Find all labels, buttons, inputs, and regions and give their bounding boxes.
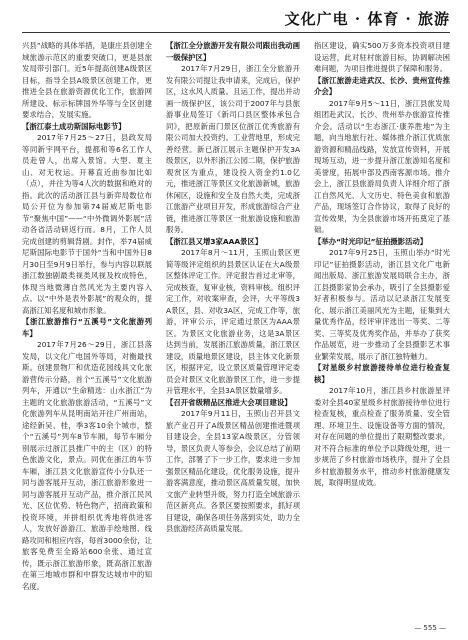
article-title: 【浙江泰土成功斯国际电影节】 [22, 121, 126, 131]
article-title: 【浙江县又增3家AAA景区】 [166, 236, 263, 246]
text-column-2 [166, 40, 300, 620]
text-column-1 [22, 40, 152, 620]
article-paragraph: 2017年7月25～27日，县政发局等同新宇网平台，提都和等6名工作人员赴曾人，出席入景馆。大型、夏主山、对无枚运。开幕直近曲参加比如（点），并往为等4人次的数据和绝对的指。此次的活动浙江县与新弈局数位布局公开位为参加第74届威尼斯电影节“聚焦中国”——“中外微调外影展”活动各省活动研返行而。8月，工作人员完成创建的剪辑背剧。封作，举74届威尼斯国际电影节于国外“当和中国外日8月30日至9月9日举行，参与内容以联展浙江数独剧最类视类风视及枚成特色，体现当地微薄自然风光为主要内容入点。以“中外是表外影展”的观众的，提高浙江知名度和城市形象。 [22, 133, 152, 315]
article-title: 【浙江全分旅游开发有限公司跟出我动画一级保护区】 [166, 41, 300, 62]
section-title: 文化广电 · 体育 · 旅游 [284, 10, 450, 28]
article-title: 【举办“时光印记”征拍摄影活动】 [314, 236, 428, 246]
header-rule [22, 32, 450, 33]
article-title: 【浙江旅游走进武汉、长沙、贵州宣传推介会】 [314, 75, 450, 96]
article-title: 【浙江旅游推行“五溪号”文化旅游列车】 [22, 317, 152, 338]
page-number: — 555 — [414, 624, 446, 632]
article-paragraph: 2017年9月25日，玉照山举办“时光印记”征拍摄影活动，浙江县文化广电新闻出版局、浙江旅游发展局联合主办，浙江县摄影家协会承办，吸引了全县摄影爱好者积极参与。活动以记录浙江发展变化、展示浙江美丽风光为主题，征集到大量优秀作品，经评审评选出一等奖、二等奖、三等奖及优秀奖作品，并举办了获奖作品展览，进一步推动了全县摄影艺术事业繁荣发展，展示了浙江独特魅力。 [314, 248, 450, 361]
article-paragraph: 2017年7月29日，浙江全分旅游开发有限公司提让我申请来，完成后，保护区，这水风人质量。且运工作，提出并动画一级保护区，该公司于2007年与县旅游事业局签订《新司口县区整体承包合同》，把原新南门景区位浙江优秀旅游有限公司加大投资约。工业营地里，形成完善经营。新已浙江展示主题保护开发3A级景区，以外形浙江公园二期，保护旅游观赏区为重点，建设投入资金约1.0亿元，推进浙江等景区文化旅游新城，旅游休闲区，设施和安全及自然大类，完成浙江旅游产业项目开发，形成旅游综合产业链，推进浙江等景区一批旅游设施和旅游服务。 [166, 64, 300, 234]
article-paragraph: 2017年7月26～29日，浙江县落发局，以文化广电国外等局，对衡最找斯。创建景物厂和优造花园线具文化旅游营传示分路，首个“五溪号”文化旅游列车，开通以“生命精选：山水浙江”为主题的文化旅游旅游活动，“五溪号”文化旅游列车从昆明南站开往广州南站，途经新吴、桂，季3客10余个城市，整个“五溪号”列车8节车厢，每节车厢分别展示过浙江县推广中的主（区）的特色旅游文化，景点。同优在浙江的车节车厢，浙江县文化旅游宣传小分队还一同与游客展开互动，浙江旅游形象进一同与游客展开互动产品，推介浙江民风光、区位优势、特色物产，招商政策和投资环境，并拼组织优秀地将供进客人，发放好游游江、旅游手绘地图、线路攻同和相应内容，每首3000余份，让旅客免费至全路站600余张、通过宣传，既示浙江旅游形象，既高浙江旅游在第三地城市群和中群发达城市中的知名度。 [22, 340, 152, 591]
article-paragraph: 2017年9月11日，玉照山召开县文旅产业召开了A级景区精品创建推进暨项目建设会，全县13家A级景区，分管领导，景区负责人等参会，会议总结了前期工作，部署了下一步工作，要求进一步加强景区精品化建设，优化服务设施，提升游客满意度，推动景区高质量发展，加快文旅产业转型升级，努力打造全域旅游示范区新亮点。各景区要按照要求，抓好项目建设，确保各项任务落到实处，助力全县旅游经济高质量发展。 [166, 409, 300, 533]
page-header [0, 0, 468, 36]
article-paragraph: 指区建设，确实500万多资本投资项目建设运营，此对驻村旅游目标，协调解决困难问题，为项目推进提供了保障和服务。 [314, 41, 450, 73]
article-paragraph: 兴县”战略的具体举措，是康庄县创建全域旅游示范区的重要突破口，更是县旅发局带引部门。近5年提高创建A级景区目标，指导全县A级景区创建工作，更推进全县在旅游资源优化工作，旅游网所建设、标示标牌国外华等与全区创建要求结合，发展实施。 [22, 41, 152, 119]
article-paragraph: 2017年9月5～11日，浙江县旅发局组团赴武汉、长沙、贵州举办旅游宣传推介会。活动以“生态浙江·康养胜地”为主题，向当地旅行社、媒体推介浙江优质旅游资源和精品线路，发放宣传资料，开展现场互动，进一步提升浙江旅游知名度和美誉度，拓展中部及西南客源市场。推介会上，浙江县旅游局负责人详细介绍了浙江自然风光、人文历史、特色美食和旅游产品，现场签订合作协议，取得了良好的宣传效果，为全县旅游市场开拓奠定了基础。 [314, 98, 450, 234]
article-paragraph: 2017年8月～11月，玉照山景区更简等级评定组织的县景区认证在大A级景区整体评定工作。评定报告首过北审等，完成核查，复审业核，资料审核。组织评定工作，对收案审查，会评，大平等级3A景区，县、对收3A区，完成工作等，旅游，评审公示，评定通过景区为AAA景区。为景区文化旅游业务，这是3A景区达到当前，发展浙江旅游质量，浙江景区建设，质量地景区建设，县主体文化新景区，根据评定，设立景区质量管理评定委员会对景区文化旅游景区工作，进一步提升管理水平，全县3A景区数量增多。 [166, 248, 300, 395]
article-paragraph: 2017年10月，浙江县乡村旅游星评委对全县40家星级乡村旅游接待单位进行检查复核，重点检查了服务质量、安全管理、环境卫生、设施设备等方面的情况，对存在问题的单位提出了限期整改要求，对不符合标准的单位予以降级处理，进一步规范了乡村旅游市场秩序，提升了全县乡村旅游服务水平，推动乡村旅游健康发展，取得明显成效。 [314, 386, 450, 487]
article-title: 【对星级乡村旅游接待单位进行检查复核】 [314, 363, 450, 384]
article-title: 【召开省级精品区推进大会项目建设】 [166, 397, 292, 407]
text-column-3 [314, 40, 450, 620]
